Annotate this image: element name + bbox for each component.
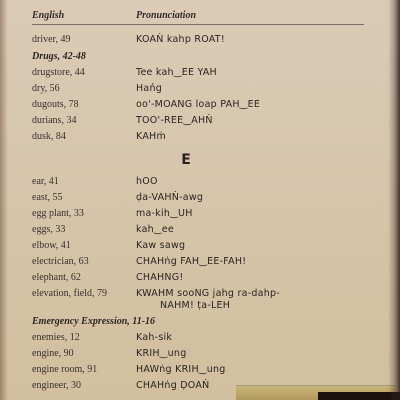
header-english: English: [32, 10, 65, 21]
entry-row: [32, 224, 372, 240]
entry-pronunciation: hOO: [136, 176, 158, 187]
entry-english: eggs, 33: [32, 224, 66, 235]
entry-english: dusk, 84: [32, 131, 66, 142]
entry-pronunciation: KWAHM sooNG jahg ra-dahp-: [136, 288, 280, 299]
entry-english: east, 55: [32, 192, 63, 203]
entry-english: drugstore, 44: [32, 67, 85, 78]
entry-row: [32, 131, 372, 147]
entry-english: engine room, 91: [32, 364, 98, 375]
entry-row: [32, 34, 372, 50]
group-heading-emergency: Emergency Expression, 11-16: [32, 316, 156, 327]
entry-row: [32, 256, 372, 272]
entry-pronunciation: Kaw sawg: [136, 240, 186, 251]
entry-english: elbow, 41: [32, 240, 71, 251]
entry-pronunciation: Kah-sik: [136, 332, 173, 343]
entry-pronunciation: Hańg: [136, 83, 163, 94]
entry-row: [32, 348, 372, 364]
entry-english: durians, 34: [32, 115, 77, 126]
page-shadow-right: [388, 0, 400, 400]
entry-pronunciation: KRIH‿ung: [136, 348, 187, 359]
entry-row: [32, 364, 372, 380]
entry-english: dry, 56: [32, 83, 60, 94]
entry-english: electrician, 63: [32, 256, 89, 267]
entry-row: [32, 176, 372, 192]
entry-row: [32, 67, 372, 83]
entry-english: elephant, 62: [32, 272, 81, 283]
entry-pronunciation: KAHṁ: [136, 131, 166, 142]
entry-english: engine, 90: [32, 348, 74, 359]
column-header: [32, 10, 372, 28]
group-heading-drugs: Drugs, 42-48: [32, 51, 86, 62]
entry-english: elevation, field, 79: [32, 288, 107, 299]
entry-pronunciation: Tee kah‿EE YAH: [136, 67, 217, 78]
entry-row: [32, 272, 372, 288]
entry-row: [32, 83, 372, 99]
entry-pronunciation: ḍa-VAHṄ-awg: [136, 192, 204, 203]
entry-pronunciation: CHAHṅg ḌOAṄ: [136, 380, 210, 391]
entry-row: [32, 115, 372, 131]
entry-row: [32, 192, 372, 208]
entry-pronunciation: TOO'-REE‿AHṄ: [136, 115, 213, 126]
section-letter: E: [181, 152, 191, 168]
entry-pronunciation: kah‿ee: [136, 224, 175, 235]
entry-pronunciation: ma-kih‿UH: [136, 208, 193, 219]
entry-english: dugouts, 78: [32, 99, 79, 110]
entry-row: [32, 208, 372, 224]
entry-english: egg plant, 33: [32, 208, 84, 219]
header-pronunciation: Pronunciation: [136, 10, 197, 21]
entry-pronunciation: CHAHNG!: [136, 272, 184, 283]
entry-row: [32, 99, 372, 115]
entry-english: ear, 41: [32, 176, 59, 187]
header-rule: [32, 24, 364, 25]
entry-row: [32, 332, 372, 348]
entry-row: [32, 288, 372, 314]
entry-pronunciation: CHAHṅg FAH‿EE-FAH!: [136, 256, 247, 267]
entry-row: [32, 240, 372, 256]
entry-pronunciation: HAWṅg KRIH‿ung: [136, 364, 226, 375]
entry-pronunciation: oo'-MOANG loap PAH‿EE: [136, 99, 261, 110]
page-shadow-left: [0, 0, 8, 400]
entry-pronunciation: KOAṄ kahp ROAT!: [136, 34, 225, 45]
entry-english: engineer, 30: [32, 380, 82, 391]
entry-pronunciation-continued: NAHM! ṭa-LEH: [160, 300, 231, 311]
entry-english: driver, 49: [32, 34, 71, 45]
entry-english: enemies, 12: [32, 332, 80, 343]
